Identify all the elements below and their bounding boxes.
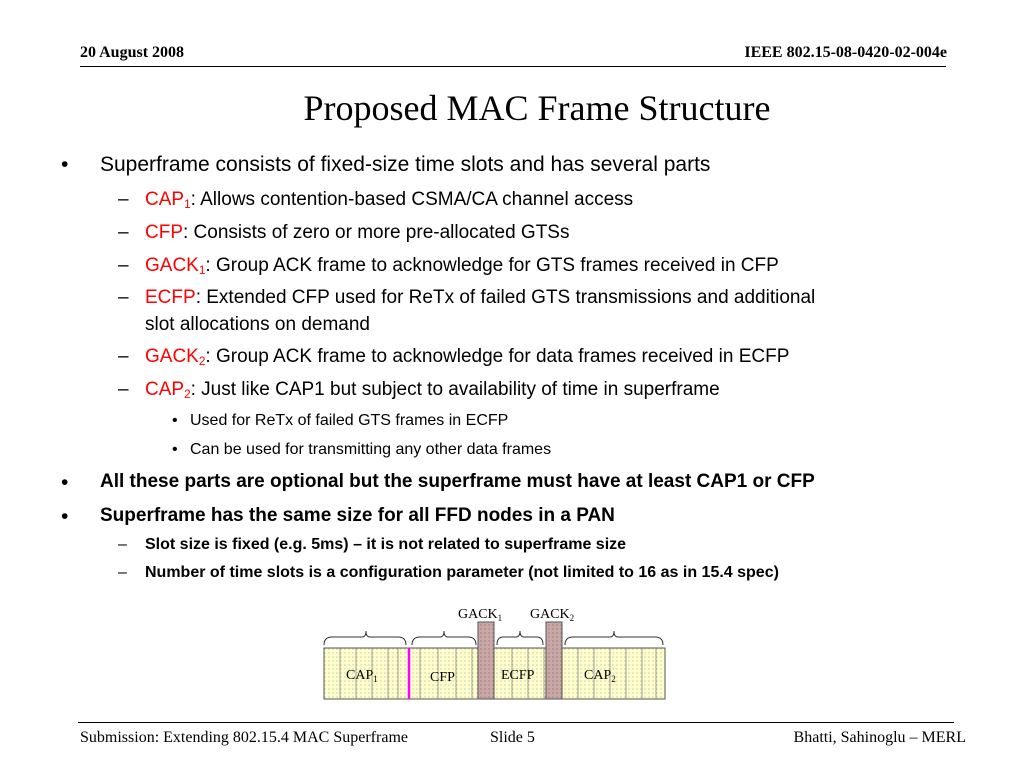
bullet-parts-optional: All these parts are optional but the superframe must have at least CAP1 or CFP xyxy=(100,471,815,492)
item-cap2: $CAP_2$: Just like CAP1 but subject to availability of time in superframe xyxy=(145,379,720,401)
footer-divider xyxy=(78,722,954,723)
item-ecfp-continued: slot allocations on demand xyxy=(145,314,370,335)
sub-bullet-marker: • xyxy=(172,412,178,429)
cap2-label: $CAP_2$ xyxy=(584,668,616,684)
bullet-superframe-parts: Superframe consists of fixed-size time slots and has several parts xyxy=(100,153,711,176)
item-cap1: $CAP_1$: Allows contention-based CSMA/CA channel access xyxy=(145,189,634,211)
dash-marker: – xyxy=(118,287,129,308)
cap1-label: $CAP_1$ xyxy=(346,668,378,684)
term-gack2: $GACK_2$ xyxy=(145,346,206,368)
footer-slide-number: Slide 5 xyxy=(490,729,535,746)
term-cfp: CFP xyxy=(145,222,183,243)
item-ecfp: ECFP: Extended CFP used for ReTx of failed GTS transmissions and additional xyxy=(145,287,816,308)
bullet-marker: • xyxy=(61,153,69,176)
bullet-marker: • xyxy=(61,471,69,494)
item-number-of-slots: Number of time slots is a configuration parameter (not limited to 16 as in 15.4 spec) xyxy=(145,564,779,581)
gack2-slot xyxy=(546,622,562,699)
header-doc-id: IEEE 802.15-08-0420-02-004e xyxy=(744,44,947,61)
footer-submission: Submission: Extending 802.15.4 MAC Superframe xyxy=(80,729,408,746)
term-gack1: $GACK_1$ xyxy=(145,255,206,277)
slide-title: Proposed MAC Frame Structure xyxy=(303,88,771,128)
term-ecfp: ECFP xyxy=(145,287,196,308)
dash-marker: – xyxy=(118,255,129,276)
dash-marker: – xyxy=(118,346,129,367)
dash-marker: – xyxy=(118,189,129,210)
cfp-label: CFP xyxy=(430,670,455,685)
dash-marker: – xyxy=(118,564,127,581)
item-cap2-other-data: Can be used for transmitting any other data frames xyxy=(190,441,552,458)
term-cap1: $CAP_1$ xyxy=(145,189,191,211)
item-gack1: $GACK_1$: Group ACK frame to acknowledge for GTS frames received in CFP xyxy=(145,255,779,277)
gack1-slot xyxy=(478,622,494,699)
item-slot-size: Slot size is fixed (e.g. 5ms) – it is not related to superframe size xyxy=(145,536,627,553)
item-cfp: CFP: Consists of zero or more pre-allocated GTSs xyxy=(145,222,570,243)
gack1-label: $GACK_1$ xyxy=(458,607,503,623)
bullet-same-size: Superframe has the same size for all FFD nodes in a PAN xyxy=(100,505,615,526)
dash-marker: – xyxy=(118,222,129,243)
term-cap2: $CAP_2$ xyxy=(145,379,191,401)
footer-authors: Bhatti, Sahinoglu – MERL xyxy=(793,729,966,746)
bullet-marker: • xyxy=(61,505,69,528)
header-date: 20 August 2008 xyxy=(80,44,185,61)
ecfp-label: ECFP xyxy=(501,668,535,683)
item-gack2: $GACK_2$: Group ACK frame to acknowledge for data frames received in ECFP xyxy=(145,346,790,368)
gack2-label: $GACK_2$ xyxy=(530,607,575,623)
dash-marker: – xyxy=(118,379,129,400)
dash-marker: – xyxy=(118,536,127,553)
sub-bullet-marker: • xyxy=(172,441,178,458)
item-cap2-retx: Used for ReTx of failed GTS frames in ECFP xyxy=(190,412,509,429)
